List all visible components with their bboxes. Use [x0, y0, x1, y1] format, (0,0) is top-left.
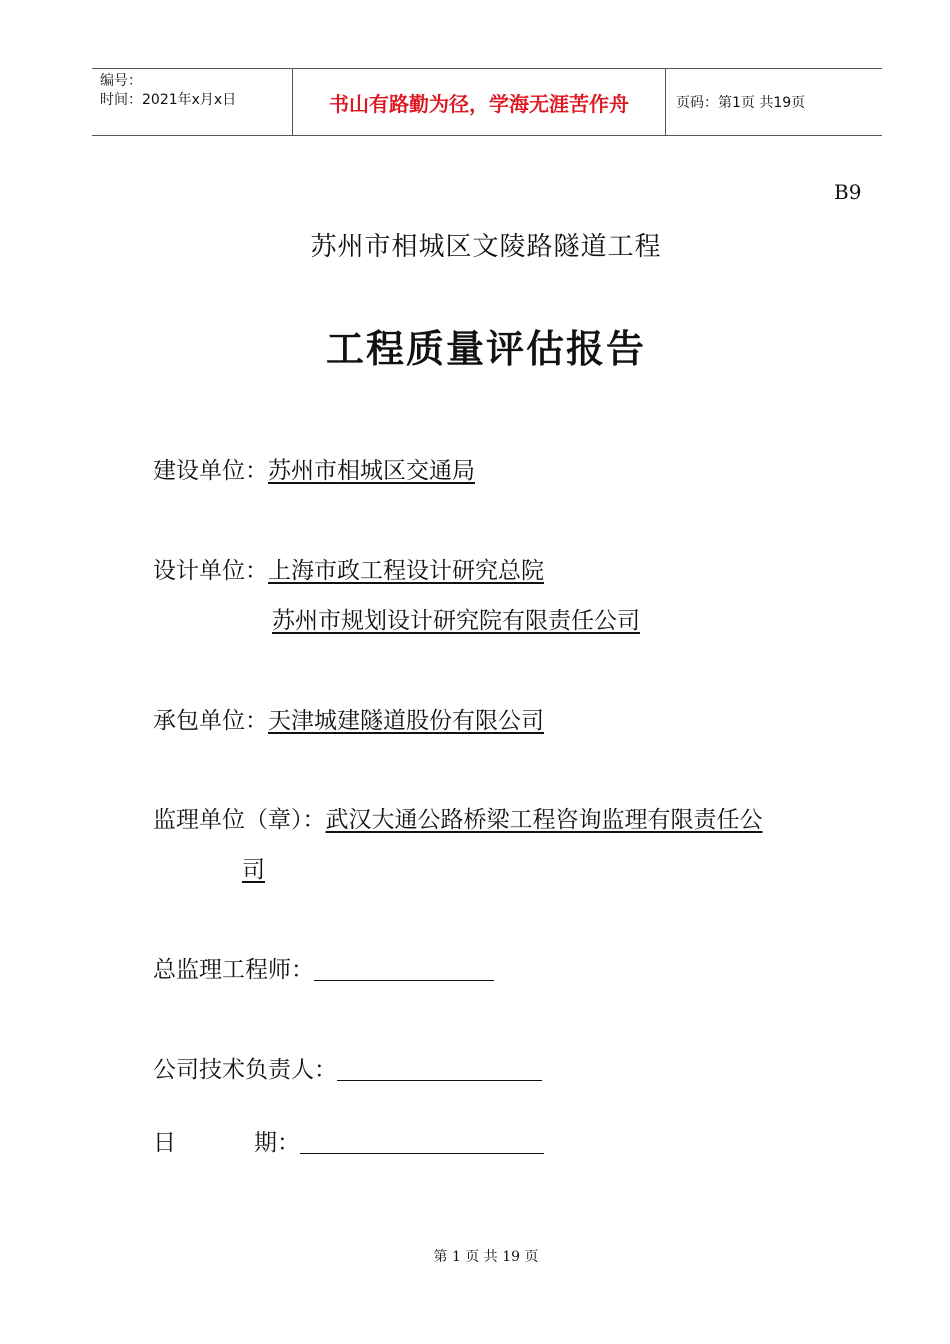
time-label: 时间：2021年x月x日: [100, 92, 237, 108]
contractor-label: 承包单位：: [153, 708, 268, 734]
chief-engineer-label: 总监理工程师：: [153, 957, 314, 983]
header-meta-cell: [92, 69, 293, 135]
chief-engineer-blank[interactable]: [314, 956, 494, 981]
design-unit-value-1: 上海市政工程设计研究总院: [268, 558, 544, 584]
supervision-unit-row: [153, 801, 763, 834]
supervision-unit-label: 监理单位（章）：: [153, 807, 326, 833]
design-unit-row: [153, 552, 544, 585]
page-footer: 第 1 页 共 19 页: [433, 1249, 539, 1265]
construction-unit-label: 建设单位：: [153, 458, 268, 484]
design-unit-value-2: 苏州市规划设计研究院有限责任公司: [272, 608, 640, 634]
report-title: 工程质量评估报告: [325, 326, 646, 371]
tech-lead-blank[interactable]: [337, 1056, 542, 1081]
tech-lead-label: 公司技术负责人：: [153, 1057, 337, 1083]
header-motto: 书山有路勤为径，学海无涯苦作舟: [293, 69, 666, 135]
header-table: [92, 68, 882, 136]
date-row: [153, 1124, 544, 1157]
contractor-value: 天津城建隧道股份有限公司: [268, 708, 544, 734]
supervision-unit-value-1: 武汉大通公路桥梁工程咨询监理有限责任公: [325, 807, 763, 833]
doc-code: B9: [834, 180, 862, 204]
date-blank[interactable]: [300, 1129, 544, 1154]
header-page-info: 页码：第1页 共19页: [676, 95, 806, 111]
design-unit-label: 设计单位：: [153, 558, 268, 584]
supervision-unit-row-2: [242, 851, 265, 884]
number-label: 编号：: [100, 73, 142, 89]
tech-lead-row: [153, 1051, 542, 1084]
design-unit-row-2: [272, 602, 640, 635]
date-label-2: 期：: [254, 1130, 300, 1156]
chief-engineer-row: [153, 951, 494, 984]
construction-unit-row: [153, 452, 475, 485]
contractor-row: [153, 702, 544, 735]
date-label-1: 日: [153, 1130, 176, 1156]
project-title: 苏州市相城区文陵路隧道工程: [310, 232, 662, 262]
supervision-unit-value-2: 司: [242, 857, 265, 883]
construction-unit-value: 苏州市相城区交通局: [268, 458, 475, 484]
